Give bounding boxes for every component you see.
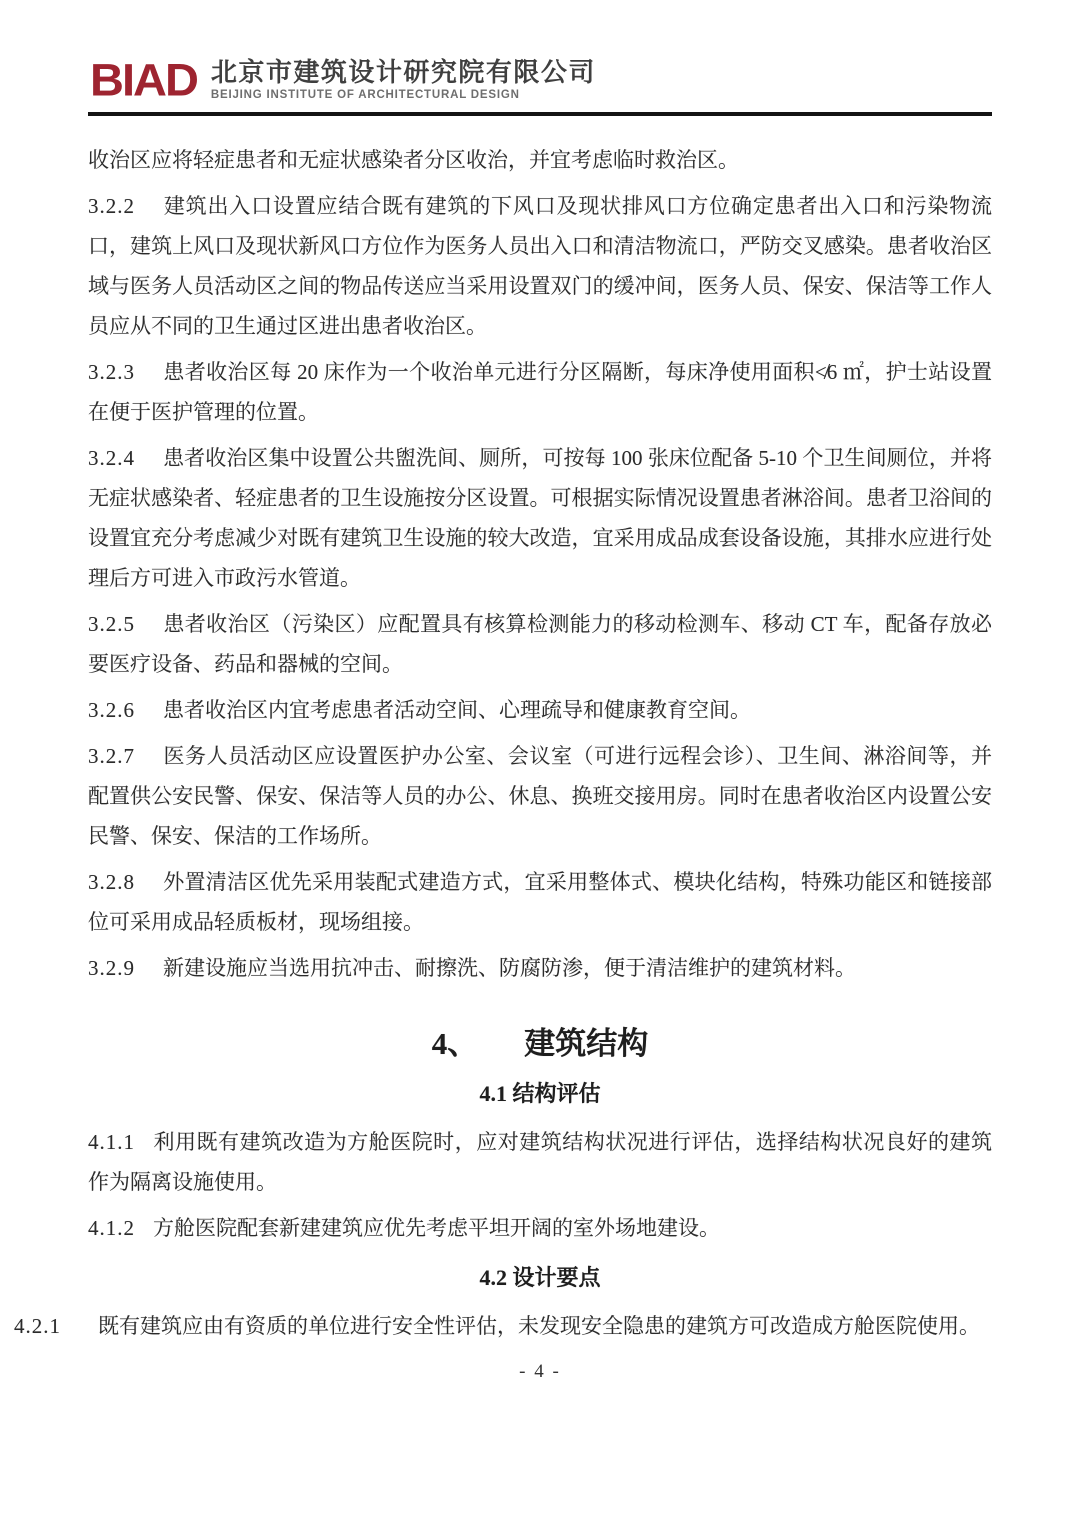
clause-text: 利用既有建筑改造为方舱医院时，应对建筑结构状况进行评估，选择结构状况良好的建筑作为隔离设施使用。 — [88, 1130, 992, 1194]
clause-number: 3.2.2 — [88, 194, 135, 218]
clause-3-2-8 — [88, 862, 992, 942]
clause-3-2-7 — [88, 736, 992, 856]
clause-text: 医务人员活动区应设置医护办公室、会议室（可进行远程会诊）、卫生间、淋浴间等，并配置供公安民警、保安、保洁等人员的办公、休息、换班交接用房。同时在患者收治区内设置公安民警、保安、保洁的工作场所。 — [88, 744, 992, 848]
clause-number: 3.2.6 — [88, 698, 135, 722]
clause-number: 3.2.3 — [88, 360, 135, 384]
clause-number: 3.2.9 — [88, 956, 135, 980]
intro-text: 收治区应将轻症患者和无症状感染者分区收治，并宜考虑临时救治区。 — [88, 148, 739, 172]
section-heading-4-1: 4.1 结构评估 — [479, 1081, 601, 1106]
clause-4-1-1 — [88, 1122, 992, 1202]
clause-number: 4.1.2 — [88, 1216, 135, 1240]
clause-text: 患者收治区内宜考虑患者活动空间、心理疏导和健康教育空间。 — [163, 698, 751, 722]
company-name-en: BEIJING INSTITUTE OF ARCHITECTURAL DESIGN — [210, 89, 520, 102]
clause-number: 3.2.8 — [88, 870, 135, 894]
clause-3-2-4 — [88, 438, 992, 598]
clause-number: 3.2.7 — [88, 744, 135, 768]
letterhead — [88, 56, 992, 103]
section-heading-4-2: 4.2 设计要点 — [479, 1265, 601, 1290]
clause-4-2-1: 4.2.1 既有建筑应由有资质的单位进行安全性评估，未发现安全隐患的建筑方可改造成方舱医院使用。 — [14, 1314, 980, 1338]
clause-text: 外置清洁区优先采用装配式建造方式，宜采用整体式、模块化结构，特殊功能区和链接部位可采用成品轻质板材，现场组接。 — [88, 870, 992, 934]
clause-text: 方舱医院配套新建建筑应优先考虑平坦开阔的室外场地建设。 — [153, 1216, 720, 1240]
company-name-cn: 北京市建筑设计研究院有限公司 — [210, 56, 596, 87]
clause-3-2-3 — [88, 352, 992, 432]
biad-logo: BIAD — [90, 54, 197, 105]
chapter-number: 4、 — [431, 1026, 479, 1061]
clause-3-2-6 — [88, 690, 992, 730]
clause-text: 患者收治区集中设置公共盥洗间、厕所，可按每 100 张床位配备 5-10 个卫生间厕位，并将无症状感染者、轻症患者的卫生设施按分区设置。可根据实际情况设置患者淋浴间。患者卫浴间的设置宜充分考虑减少对既有建筑卫生设施的较大改造，宜采用成品成套设备设施，其排水应进行处理后方可进入市政污水管道。 — [88, 446, 992, 590]
clause-text: 患者收治区（污染区）应配置具有核算检测能力的移动检测车、移动 CT 车，配备存放必要医疗设备、药品和器械的空间。 — [88, 612, 992, 676]
header-rule — [88, 112, 992, 116]
chapter-heading — [88, 1024, 992, 1064]
clause-3-2-5 — [88, 604, 992, 684]
clause-4-1-2 — [88, 1208, 992, 1248]
clause-text: 建筑出入口设置应结合既有建筑的下风口及现状排风口方位确定患者出入口和污染物流口，建筑上风口及现状新风口方位作为医务人员出入口和清洁物流口，严防交叉感染。患者收治区域与医务人员活动区之间的物品传送应当采用设置双门的缓冲间，医务人员、保安、保洁等工作人员应从不同的卫生通过区进出患者收治区。 — [88, 194, 992, 338]
company-names — [211, 58, 596, 102]
clause-text: 新建设施应当选用抗冲击、耐擦洗、防腐防渗，便于清洁维护的建筑材料。 — [163, 956, 856, 980]
paragraph-intro-continuation — [88, 140, 992, 180]
clause-text: 患者收治区每 20 床作为一个收治单元进行分区隔断，每床净使用面积≮6 ㎡，护士站设置在便于医护管理的位置。 — [88, 360, 992, 424]
clause-number: 4.1.1 — [88, 1130, 135, 1154]
clause-3-2-2 — [88, 186, 992, 346]
chapter-title: 建筑结构 — [524, 1026, 649, 1061]
page-number: - 4 - — [519, 1361, 561, 1382]
clause-number: 3.2.5 — [88, 612, 135, 636]
document-body — [14, 140, 992, 1392]
clause-text: 既有建筑应由有资质的单位进行安全性评估，未发现安全隐患的建筑方可改造成方舱医院使用。 — [98, 1314, 980, 1338]
clause-number: 3.2.4 — [88, 446, 135, 470]
clause-3-2-9 — [88, 948, 992, 988]
